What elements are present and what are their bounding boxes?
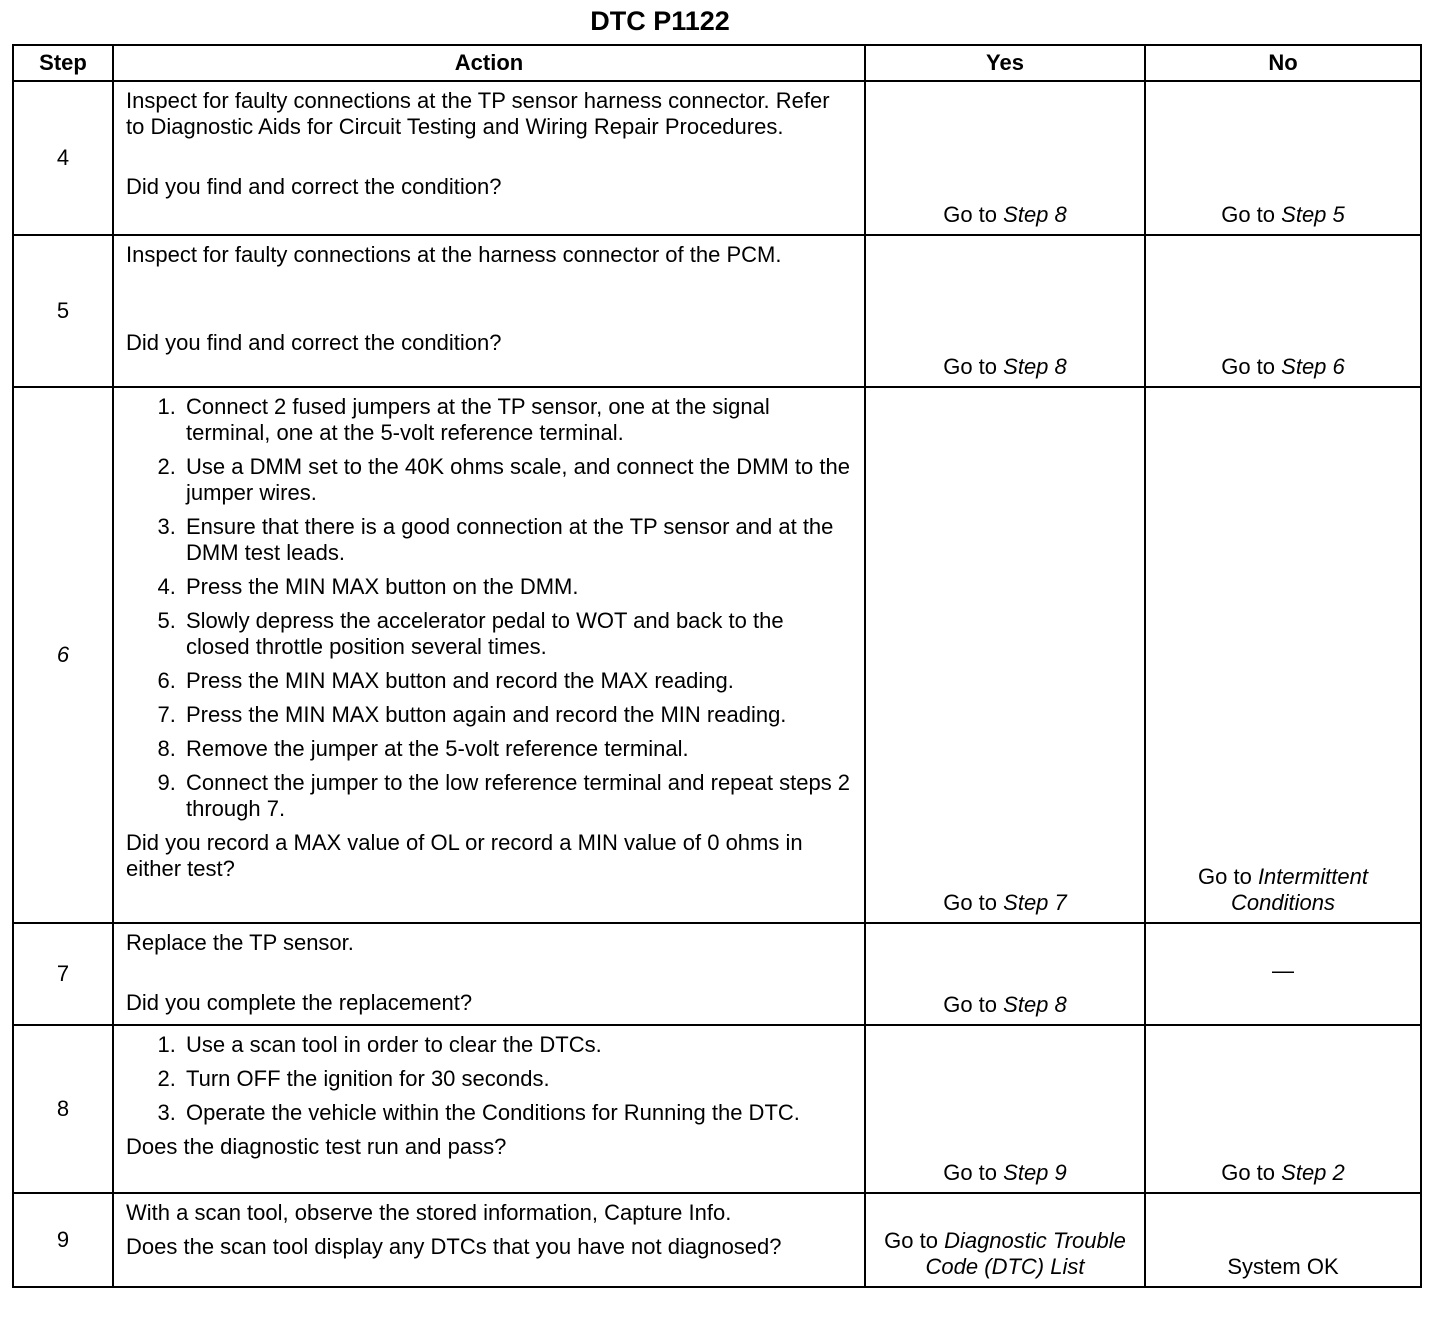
yes-step-link[interactable]: Diagnostic Trouble Code (DTC) List bbox=[925, 1228, 1126, 1279]
action-question: Did you find and correct the condition? bbox=[126, 330, 502, 355]
list-item: 9. Connect the jumper to the low reference terminal and repeat steps 2 through 7. bbox=[182, 770, 852, 822]
yes-step-link[interactable]: Step 8 bbox=[1003, 992, 1067, 1017]
no-step-link[interactable]: Intermittent Conditions bbox=[1231, 864, 1368, 915]
table-row bbox=[13, 81, 1421, 235]
procedure-list bbox=[126, 394, 852, 822]
no-cell bbox=[1145, 1193, 1421, 1287]
no-cell bbox=[1145, 81, 1421, 235]
action-cell bbox=[113, 1025, 865, 1193]
yes-step-link[interactable]: Step 8 bbox=[1003, 202, 1067, 227]
no-step-link[interactable]: Step 6 bbox=[1281, 354, 1345, 379]
page-title: DTC P1122 bbox=[590, 6, 730, 36]
list-item: 1. Connect 2 fused jumpers at the TP sensor, one at the signal terminal, one at the 5-volt reference terminal. bbox=[182, 394, 852, 446]
table-row bbox=[13, 923, 1421, 1025]
go-to-label: Go to bbox=[943, 1160, 998, 1185]
action-cell bbox=[113, 1193, 865, 1287]
yes-cell bbox=[865, 235, 1145, 387]
go-to-label: Go to bbox=[943, 354, 998, 379]
yes-cell bbox=[865, 1025, 1145, 1193]
list-item: 6. Press the MIN MAX button and record the MAX reading. bbox=[182, 668, 852, 694]
yes-cell bbox=[865, 81, 1145, 235]
action-question: Did you find and correct the condition? bbox=[126, 174, 502, 199]
list-item: 3. Operate the vehicle within the Conditions for Running the DTC. bbox=[182, 1100, 852, 1126]
table-row bbox=[13, 387, 1421, 923]
step-number: 9 bbox=[13, 1193, 113, 1287]
yes-step-link[interactable]: Step 9 bbox=[1003, 1160, 1067, 1185]
yes-cell bbox=[865, 923, 1145, 1025]
action-question: Does the scan tool display any DTCs that you have not diagnosed? bbox=[126, 1234, 782, 1259]
header-action: Action bbox=[113, 45, 865, 81]
list-item: 7. Press the MIN MAX button again and record the MIN reading. bbox=[182, 702, 852, 728]
list-item: 3. Ensure that there is a good connection at the TP sensor and at the DMM test leads. bbox=[182, 514, 852, 566]
action-text: Inspect for faulty connections at the TP sensor harness connector. Refer to Diagnostic Aids for Circuit Testing and Wiring Repair Procedures. bbox=[126, 88, 830, 139]
go-to-label: Go to bbox=[943, 992, 998, 1017]
action-text: Inspect for faulty connections at the harness connector of the PCM. bbox=[126, 242, 782, 267]
action-text: With a scan tool, observe the stored information, Capture Info. bbox=[126, 1200, 732, 1225]
procedure-list bbox=[126, 1032, 852, 1126]
table-row bbox=[13, 1193, 1421, 1287]
table-row bbox=[13, 1025, 1421, 1193]
no-result-text: System OK bbox=[1227, 1254, 1339, 1279]
no-step-link[interactable]: Step 5 bbox=[1281, 202, 1345, 227]
action-cell bbox=[113, 235, 865, 387]
step-number: 5 bbox=[13, 235, 113, 387]
yes-cell bbox=[865, 387, 1145, 923]
table-row bbox=[13, 235, 1421, 387]
no-step-link[interactable]: Step 2 bbox=[1281, 1160, 1345, 1185]
go-to-label: Go to bbox=[1221, 354, 1276, 379]
header-step: Step bbox=[13, 45, 113, 81]
step-number: 7 bbox=[13, 923, 113, 1025]
action-question: Did you record a MAX value of OL or record a MIN value of 0 ohms in either test? bbox=[126, 830, 803, 881]
go-to-label: Go to bbox=[1221, 202, 1276, 227]
no-cell bbox=[1145, 387, 1421, 923]
step-number: 6 bbox=[13, 387, 113, 923]
no-cell bbox=[1145, 1025, 1421, 1193]
list-item: 1. Use a scan tool in order to clear the DTCs. bbox=[182, 1032, 852, 1058]
go-to-label: Go to bbox=[943, 890, 998, 915]
no-action-dash: — bbox=[1272, 958, 1294, 983]
go-to-label: Go to bbox=[1221, 1160, 1276, 1185]
action-cell bbox=[113, 923, 865, 1025]
go-to-label: Go to bbox=[1198, 864, 1252, 889]
list-item: 2. Use a DMM set to the 40K ohms scale, and connect the DMM to the jumper wires. bbox=[182, 454, 852, 506]
header-no: No bbox=[1145, 45, 1421, 81]
go-to-label: Go to bbox=[943, 202, 998, 227]
action-question: Did you complete the replacement? bbox=[126, 990, 473, 1015]
yes-cell bbox=[865, 1193, 1145, 1287]
list-item: 4. Press the MIN MAX button on the DMM. bbox=[182, 574, 852, 600]
action-cell bbox=[113, 81, 865, 235]
list-item: 8. Remove the jumper at the 5-volt reference terminal. bbox=[182, 736, 852, 762]
action-text: Replace the TP sensor. bbox=[126, 930, 354, 955]
no-cell bbox=[1145, 235, 1421, 387]
header-yes: Yes bbox=[865, 45, 1145, 81]
yes-step-link[interactable]: Step 7 bbox=[1003, 890, 1067, 915]
step-number: 4 bbox=[13, 81, 113, 235]
step-number: 8 bbox=[13, 1025, 113, 1193]
table-header-row bbox=[13, 45, 1421, 81]
go-to-label: Go to bbox=[884, 1228, 938, 1253]
action-question: Does the diagnostic test run and pass? bbox=[126, 1134, 507, 1159]
list-item: 5. Slowly depress the accelerator pedal to WOT and back to the closed throttle position several times. bbox=[182, 608, 852, 660]
no-cell bbox=[1145, 923, 1421, 1025]
action-cell bbox=[113, 387, 865, 923]
list-item: 2. Turn OFF the ignition for 30 seconds. bbox=[182, 1066, 852, 1092]
yes-step-link[interactable]: Step 8 bbox=[1003, 354, 1067, 379]
diagnostic-table bbox=[12, 44, 1422, 1288]
